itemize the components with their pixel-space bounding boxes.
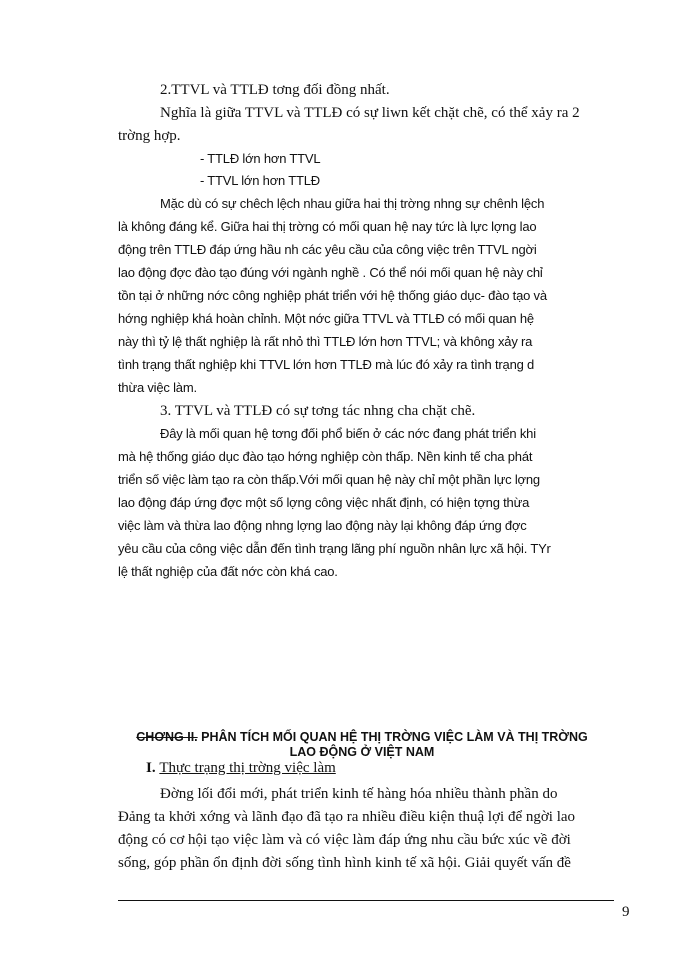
text-line: Đây là mối quan hệ tơng đối phổ biến ở các nớc đang phát triển khi bbox=[160, 426, 536, 441]
text-line: tình trạng thất nghiệp khi TTVL lớn hơn TTLĐ mà lúc đó xảy ra tình trạng d bbox=[118, 357, 535, 372]
text-line: - TTVL lớn hơn TTLĐ bbox=[200, 173, 320, 188]
chapter-title: PHÂN TÍCH MỐI QUAN HỆ THỊ TRỜNG VIỆC LÀM VÀ THỊ TRỜNG bbox=[197, 730, 588, 744]
text-line: Nghĩa là giữa TTVL và TTLĐ có sự liwn kết chặt chẽ, có thể xảy ra 2 bbox=[160, 105, 580, 121]
text-line: trờng hợp. bbox=[118, 128, 181, 144]
chapter-label: CHƠNG II. bbox=[136, 730, 198, 744]
text-line: yêu cầu của công việc dẫn đến tình trạng lãng phí nguồn nhân lực xã hội. TYr bbox=[118, 541, 551, 556]
text-line: thừa việc làm. bbox=[118, 380, 197, 395]
text-line: động trên TTLĐ đáp ứng hầu nh các yêu cầu của công việc trên TTVL ngời bbox=[118, 242, 537, 257]
text-line: động có cơ hội tạo việc làm và có việc làm đáp ứng nhu cầu bức xúc về đời bbox=[118, 832, 571, 848]
text-line: tồn tại ở những nớc công nghiệp phát triển với hệ thống giáo dục- đào tạo và bbox=[118, 288, 547, 303]
text-line: lao động đáp ứng đợc một số lợng công việc nhất định, có hiện tợng thừa bbox=[118, 495, 530, 510]
text-line: Đờng lối đổi mới, phát triển kinh tế hàng hóa nhiều thành phần do bbox=[160, 786, 558, 802]
section-number: I. bbox=[146, 760, 160, 776]
text-line: này thì tỷ lệ thất nghiệp là rất nhỏ thì TTLĐ lớn hơn TTVL; và không xảy ra bbox=[118, 334, 533, 349]
text-line: lao động đợc đào tạo đúng với ngành nghề . Có thể nói mối quan hệ này chỉ bbox=[118, 265, 543, 280]
text-line: mà hệ thống giáo dục đào tạo hớng nghiệp còn thấp. Nền kinh tế cha phát bbox=[118, 449, 533, 464]
text-line: là không đáng kể. Giữa hai thị trờng có mối quan hệ nay tức là lực lợng lao bbox=[118, 219, 537, 234]
text-line: việc làm và thừa lao động nhng lợng lao động này lại không đáp ứng đợc bbox=[118, 518, 527, 533]
text-line: Mặc dù có sự chêch lệch nhau giữa hai thị trờng nhng sự chênh lệch bbox=[160, 196, 545, 211]
text-line: hớng nghiệp khá hoàn chỉnh. Một nớc giữa TTVL và TTLĐ có mối quan hệ bbox=[118, 311, 534, 326]
page-number: 9 bbox=[622, 904, 630, 920]
footer-rule bbox=[118, 900, 614, 901]
text-line: sống, góp phần ổn định đời sống tình hình kinh tế xã hội. Giải quyết vấn đề bbox=[118, 855, 571, 871]
text-line: lệ thất nghiệp của đất nớc còn khá cao. bbox=[118, 564, 338, 579]
chapter-heading-line-1 bbox=[112, 729, 612, 745]
section-title: Thực trạng thị trờng việc làm bbox=[159, 760, 336, 776]
text-line: 2.TTVL và TTLĐ tơng đối đồng nhất. bbox=[160, 82, 390, 98]
text-line: triển số việc làm tạo ra còn thấp.Với mối quan hệ này chỉ một phần lực lợng bbox=[118, 472, 540, 487]
section-heading bbox=[146, 757, 336, 779]
text-line: Đảng ta khởi xớng và lãnh đạo đã tạo ra nhiều điều kiện thuậ lợi để ngời lao bbox=[118, 809, 576, 825]
text-line: 3. TTVL và TTLĐ có sự tơng tác nhng cha chặt chẽ. bbox=[160, 403, 476, 419]
chapter-heading-line-2: LAO ĐỘNG Ở VIỆT NAM bbox=[289, 745, 435, 759]
text-line: - TTLĐ lớn hơn TTVL bbox=[200, 151, 321, 166]
